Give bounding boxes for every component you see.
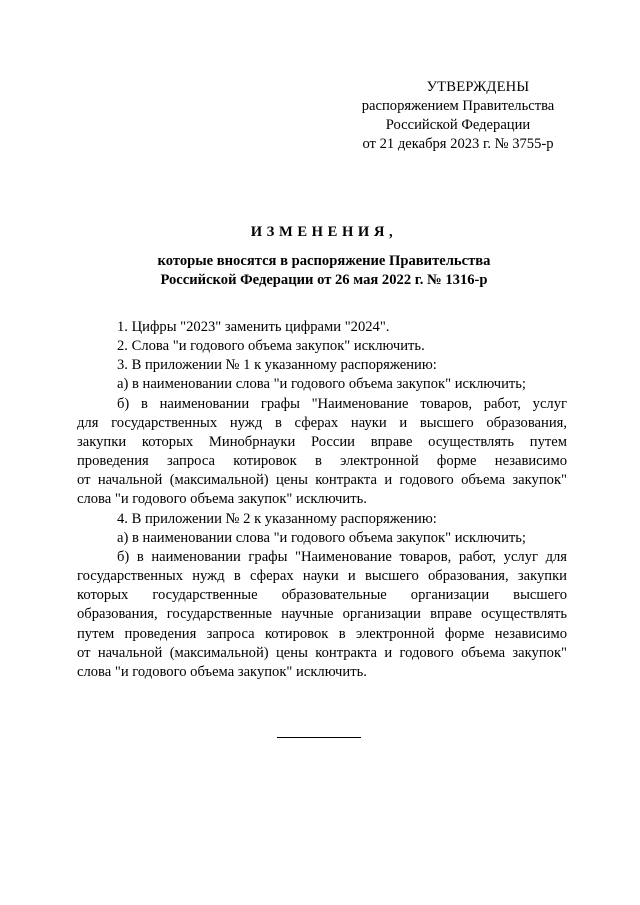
item-4: 4. В приложении № 2 к указанному распоряжению:	[117, 510, 437, 527]
item-3a: а) в наименовании слова "и годового объема закупок" исключить;	[117, 376, 526, 393]
item-4b-line: путем проведения запроса котировок в электронной форме независимо	[77, 625, 567, 642]
item-3b-line: слова "и годового объема закупок" исключить.	[77, 491, 367, 508]
approval-block	[340, 78, 576, 154]
item-3b-line: от начальной (максимальной) цены контракта и годового объема закупок"	[77, 472, 567, 489]
item-3b-line: проведения запроса котировок в электронной форме независимо	[77, 453, 567, 470]
item-4a: а) в наименовании слова "и годового объема закупок" исключить;	[117, 529, 526, 546]
item-1: 1. Цифры "2023" заменить цифрами "2024".	[117, 319, 390, 335]
item-4b-line: которых государственные образовательные организации высшего	[77, 587, 567, 604]
item-4b-line: слова "и годового объема закупок" исключить.	[77, 663, 367, 680]
item-4b-line: б) в наименовании графы "Наименование товаров, работ, услуг для	[117, 548, 567, 565]
approval-line-2: Российской Федерации	[385, 117, 531, 133]
item-3b	[77, 395, 567, 510]
item-4b-line: от начальной (максимальной) цены контракта и годового объема закупок"	[77, 644, 567, 661]
item-4b	[77, 548, 567, 682]
closing-rule	[277, 737, 361, 738]
approval-line-3: от 21 декабря 2023 г. № 3755-р	[362, 136, 554, 152]
item-3b-line: б) в наименовании графы "Наименование товаров, работ, услуг	[117, 395, 567, 412]
item-4b-line: государственных нужд в сферах науки и высшего образования, закупки	[77, 568, 567, 585]
approval-title: УТВЕРЖДЕНЫ	[426, 79, 530, 95]
document-subtitle-line-1: которые вносятся в распоряжение Правительства	[157, 253, 491, 269]
item-2: 2. Слова "и годового объема закупок" исключить.	[117, 338, 425, 355]
document-body	[77, 318, 567, 682]
approval-line-1: распоряжением Правительства	[361, 98, 555, 114]
item-4b-line: образования, государственные научные организации вправе осуществлять	[77, 606, 567, 623]
document-subtitle-line-2: Российской Федерации от 26 мая 2022 г. № 1316-р	[160, 272, 488, 288]
item-3b-line: закупки которых Минобрнауки России вправе осуществлять путем	[77, 433, 567, 450]
document-title: ИЗМЕНЕНИЯ,	[250, 224, 398, 240]
item-3b-line: для государственных нужд в сферах науки и высшего образования,	[77, 414, 567, 431]
item-3: 3. В приложении № 1 к указанному распоряжению:	[117, 357, 437, 374]
document-heading	[74, 223, 574, 290]
